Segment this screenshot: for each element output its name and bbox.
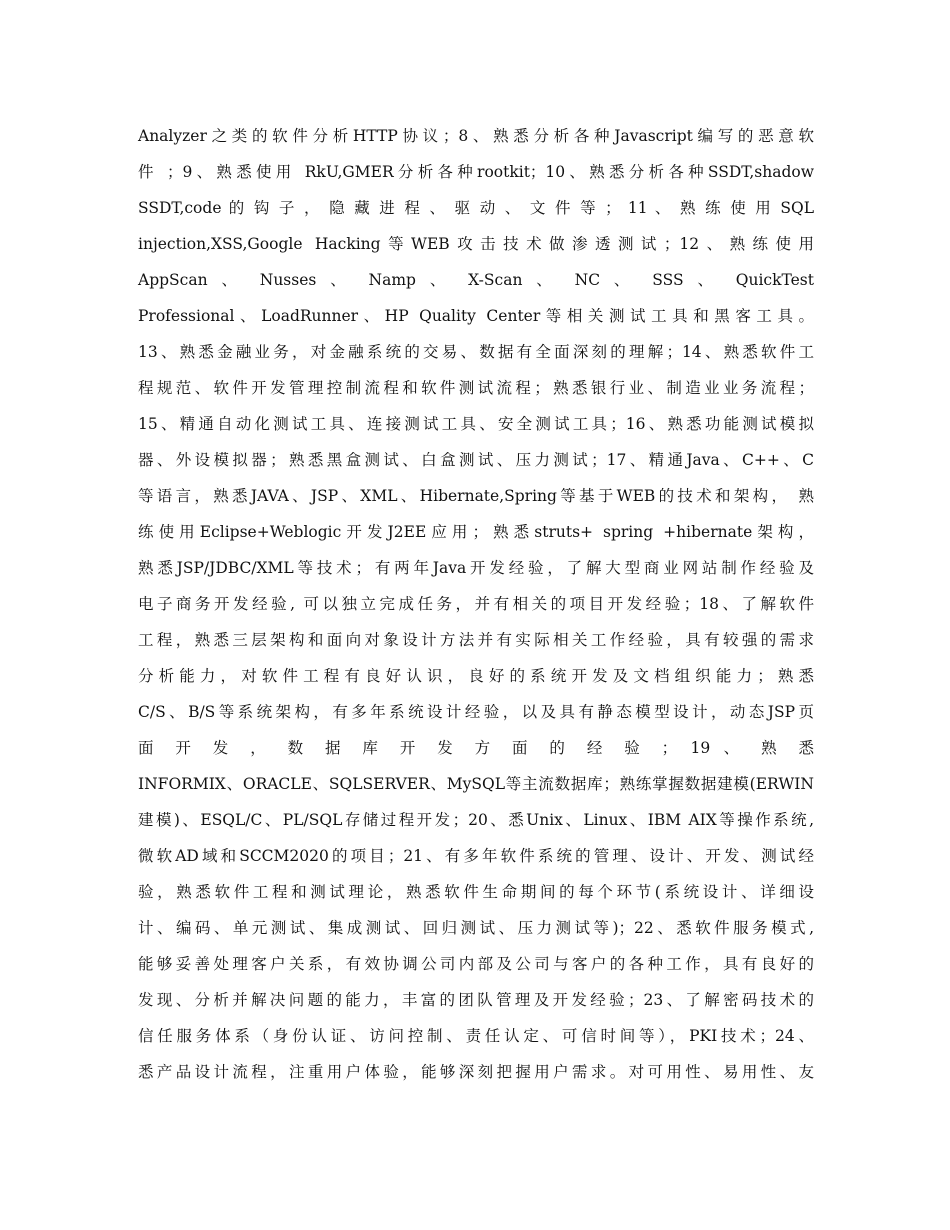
text-line: 建模)、ESQL/C、PL/SQL存储过程开发；20、悉Unix、Linux、IBM AIX等操作系统, (138, 811, 814, 829)
text-line: Professional、LoadRunner、HP Quality Center等相关测试工具和黑客工具。 (138, 307, 814, 325)
text-line: 计、编码、单元测试、集成测试、回归测试、压力测试等)；22、悉软件服务模式, (138, 919, 814, 937)
text-line: Analyzer之类的软件分析HTTP协议；8、熟悉分析各种Javascript编写的恶意软 (138, 127, 814, 145)
text-line: INFORMIX、ORACLE、SQLSERVER、MySQL等主流数据库；熟练掌握数据建模(ERWIN (138, 775, 814, 793)
text-line: 13、熟悉金融业务，对金融系统的交易、数据有全面深刻的理解；14、熟悉软件工 (138, 343, 814, 361)
text-line: 电子商务开发经验, 可以独立完成任务，并有相关的项目开发经验；18、了解软件 (138, 595, 814, 613)
text-line: 微软AD域和SCCM2020的项目；21、有多年软件系统的管理、设计、开发、测试经 (138, 847, 814, 865)
text-line: 面 开 发 ， 数 据 库 开 发 方 面 的 经 验 ； 19 、 熟 悉 (138, 739, 814, 757)
text-line: 验，熟悉软件工程和测试理论，熟悉软件生命期间的每个环节(系统设计、详细设 (138, 883, 814, 901)
text-line: injection,XSS,Google Hacking等WEB攻击技术做渗透测试；12、熟练使用 (138, 235, 814, 253)
text-line: 15、精通自动化测试工具、连接测试工具、安全测试工具；16、熟悉功能测试模拟 (138, 415, 814, 433)
text-line: 发现、分析并解决问题的能力，丰富的团队管理及开发经验；23、了解密码技术的 (138, 991, 814, 1009)
text-line: 练使用Eclipse+Weblogic开发J2EE应用；熟悉struts+ spring +hibernate架构， (138, 523, 814, 541)
text-line: 信任服务体系（身份认证、访问控制、责任认定、可信时间等），PKI技术；24、 (138, 1027, 814, 1045)
text-line: AppScan 、 Nusses 、 Namp 、 X-Scan 、 NC 、 SSS 、 QuickTest (138, 271, 814, 289)
text-line: 分析能力，对软件工程有良好认识，良好的系统开发及文档组织能力；熟悉 (138, 667, 814, 685)
text-line: 程规范、软件开发管理控制流程和软件测试流程；熟悉银行业、制造业业务流程； (138, 379, 814, 397)
text-line: 悉产品设计流程，注重用户体验，能够深刻把握用户需求。对可用性、易用性、友 (138, 1063, 814, 1081)
text-line: 工程，熟悉三层架构和面向对象设计方法并有实际相关工作经验，具有较强的需求 (138, 631, 814, 649)
text-line: 熟悉JSP/JDBC/XML等技术；有两年Java开发经验，了解大型商业网站制作经验及 (138, 559, 814, 577)
text-line: 能够妥善处理客户关系，有效协调公司内部及公司与客户的各种工作，具有良好的 (138, 955, 814, 973)
text-line: 等语言，熟悉JAVA、JSP、XML、Hibernate,Spring等基于WEB的技术和架构， 熟 (138, 487, 814, 505)
text-line: 件 ；9、熟悉使用 RkU,GMER分析各种rootkit；10、熟悉分析各种SSDT,shadow (138, 163, 814, 181)
text-line: 器、外设模拟器；熟悉黑盒测试、白盒测试、压力测试；17、精通Java、C++、C (138, 451, 814, 469)
text-line: C/S、B/S等系统架构，有多年系统设计经验，以及具有静态模型设计，动态JSP页 (138, 703, 814, 721)
body-text (138, 118, 814, 1090)
text-line: SSDT,code 的 钩 子 ， 隐 藏 进 程 、 驱 动 、 文 件 等 ； 11 、 熟 练 使 用 SQL (138, 199, 814, 217)
